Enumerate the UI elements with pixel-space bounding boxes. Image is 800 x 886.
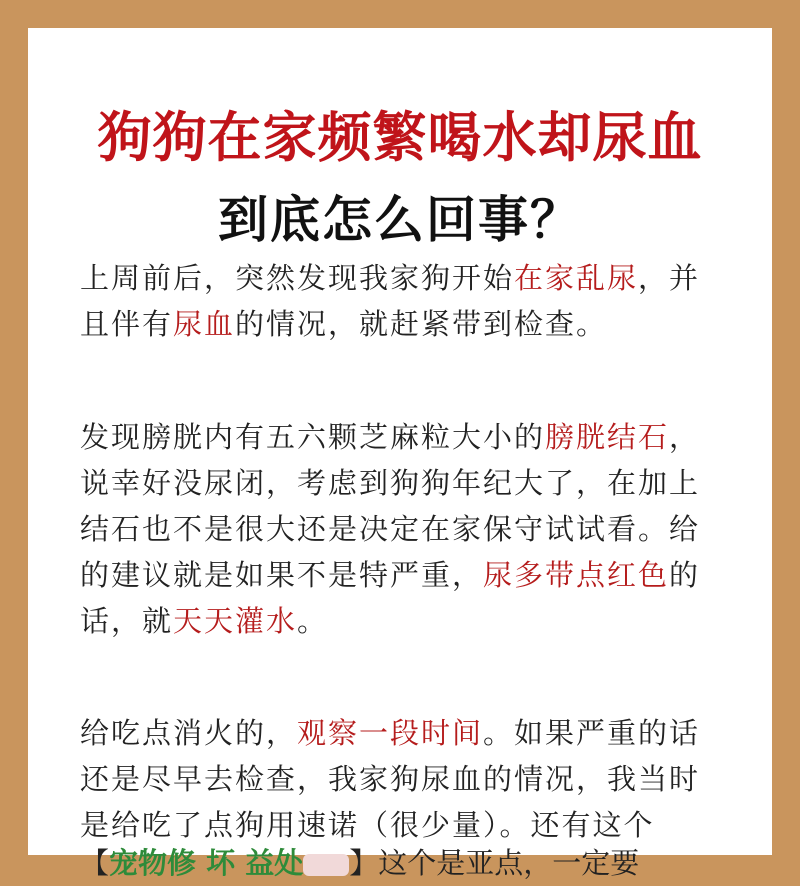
cutoff-text: 这个是亚点，一定要 (378, 846, 640, 880)
highlight-segment: 观察一段时间 (297, 716, 484, 750)
article-card (28, 28, 772, 880)
text-segment: 给吃点消火的， (80, 716, 298, 750)
text-segment: 。如果严重的话还是尽早去检查，我家狗尿血的情况，我当时是给吃了点狗用速诺（很少量）。还有这个 (80, 716, 701, 842)
highlight-segment: 尿血 (173, 307, 236, 341)
paragraph-3 (80, 710, 720, 848)
highlight-segment: 天天灌水 (173, 604, 298, 638)
text-segment: ，并且伴有 (80, 261, 701, 341)
highlight-segment: 尿多带点红色 (483, 558, 670, 592)
paragraph-1 (80, 255, 720, 347)
bracket-close: 】 (349, 846, 379, 880)
green-label: 宠物修 坏 益处 (109, 846, 304, 880)
highlight-segment: 膀胱结石 (545, 420, 670, 454)
highlight-segment: 在家乱尿 (514, 261, 639, 295)
title-line-1: 狗狗在家频繁喝水却尿血 (97, 106, 703, 169)
bracket-open: 【 (80, 846, 110, 880)
text-segment: ，说幸好没尿闭，考虑到狗狗年纪大了，在加上结石也不是很大还是决定在家保守试试看。给的建议就是如果不是特严重， (80, 420, 701, 592)
text-segment: 的话，就 (80, 558, 701, 638)
text-segment: 发现膀胱内有五六颗芝麻粒大小的 (80, 420, 546, 454)
text-segment: 。 (297, 604, 329, 638)
cutoff-line (80, 840, 770, 880)
title-line-2: 到底怎么回事？ (218, 191, 582, 249)
text-segment: 上周前后，突然发现我家狗开始 (80, 261, 515, 295)
paragraph-2 (80, 414, 720, 644)
text-segment: 的情况，就赶紧带到检查。 (235, 307, 608, 341)
sticker-icon (303, 854, 349, 876)
